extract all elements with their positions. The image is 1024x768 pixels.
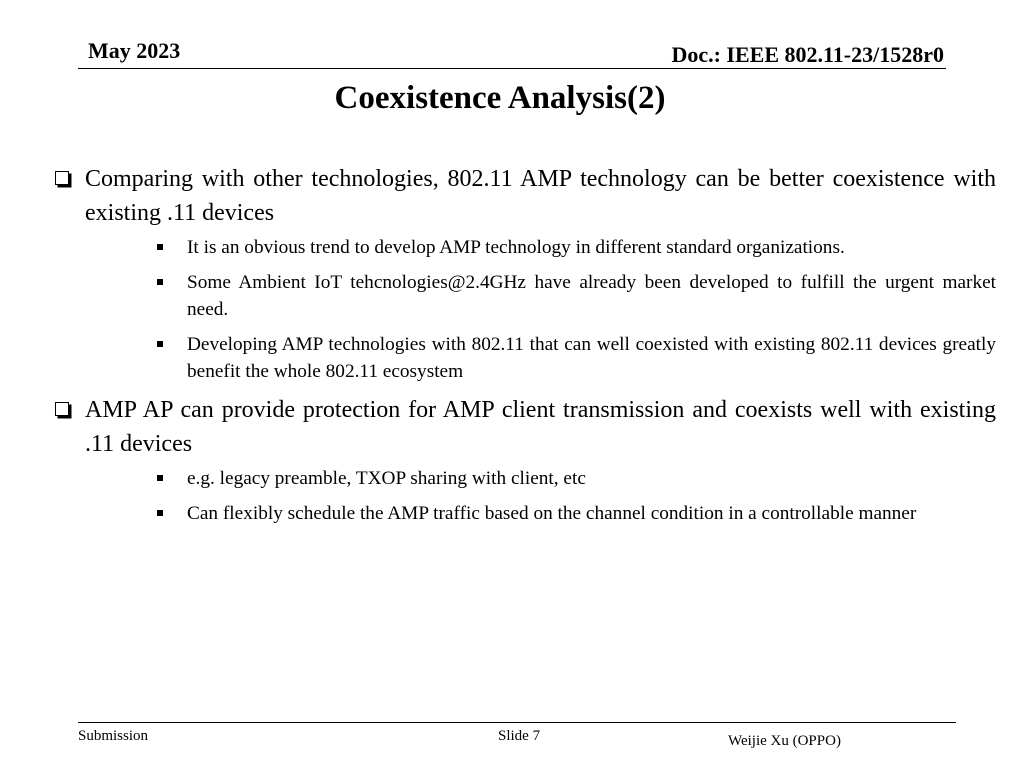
main-bullet-text: Comparing with other technologies, 802.11 AMP technology can be better coexistence with existing .11 devices [85,166,996,226]
main-bullet-2 [54,393,996,461]
footer-author: Weijie Xu (OPPO) [728,733,841,749]
sub-bullet [187,331,996,385]
sub-bullet [187,269,996,323]
sub-bullet-text: Developing AMP technologies with 802.11 that can well coexisted with existing 802.11 devices greatly benefit the whole 802.11 ecosystem [187,334,996,382]
sub-bullet [187,500,996,527]
sub-bullet-text: e.g. legacy preamble, TXOP sharing with client, etc [187,468,586,489]
square-bullet-icon [157,475,163,481]
square-bullet-icon [157,341,163,347]
sub-bullet-text: Can flexibly schedule the AMP traffic based on the channel condition in a controllable manner [187,503,917,524]
checkbox-bullet-icon [55,402,69,416]
main-bullet-1 [54,162,996,230]
footer-submission: Submission [78,728,149,744]
slide-title: Coexistence Analysis(2) [334,80,666,116]
sub-bullet-text: It is an obvious trend to develop AMP technology in different standard organizations. [187,237,845,258]
square-bullet-icon [157,279,163,285]
square-bullet-icon [157,244,163,250]
header-doc-id: Doc.: IEEE 802.11-23/1528r0 [671,42,944,67]
sub-bullet-list-2 [54,465,996,527]
slide-content [54,162,996,535]
sub-bullet [187,234,996,261]
sub-bullet-list-1 [54,234,996,385]
main-bullet-text: AMP AP can provide protection for AMP client transmission and coexists well with existing .11 devices [85,397,996,457]
square-bullet-icon [157,510,163,516]
sub-bullet-text: Some Ambient IoT tehcnologies@2.4GHz have already been developed to fulfill the urgent market need. [187,272,996,320]
header-date: May 2023 [88,38,181,63]
checkbox-bullet-icon [55,171,69,185]
footer-slide-number: Slide 7 [498,728,541,744]
sub-bullet [187,465,996,492]
footer-divider [78,722,956,723]
header-divider [78,68,946,69]
